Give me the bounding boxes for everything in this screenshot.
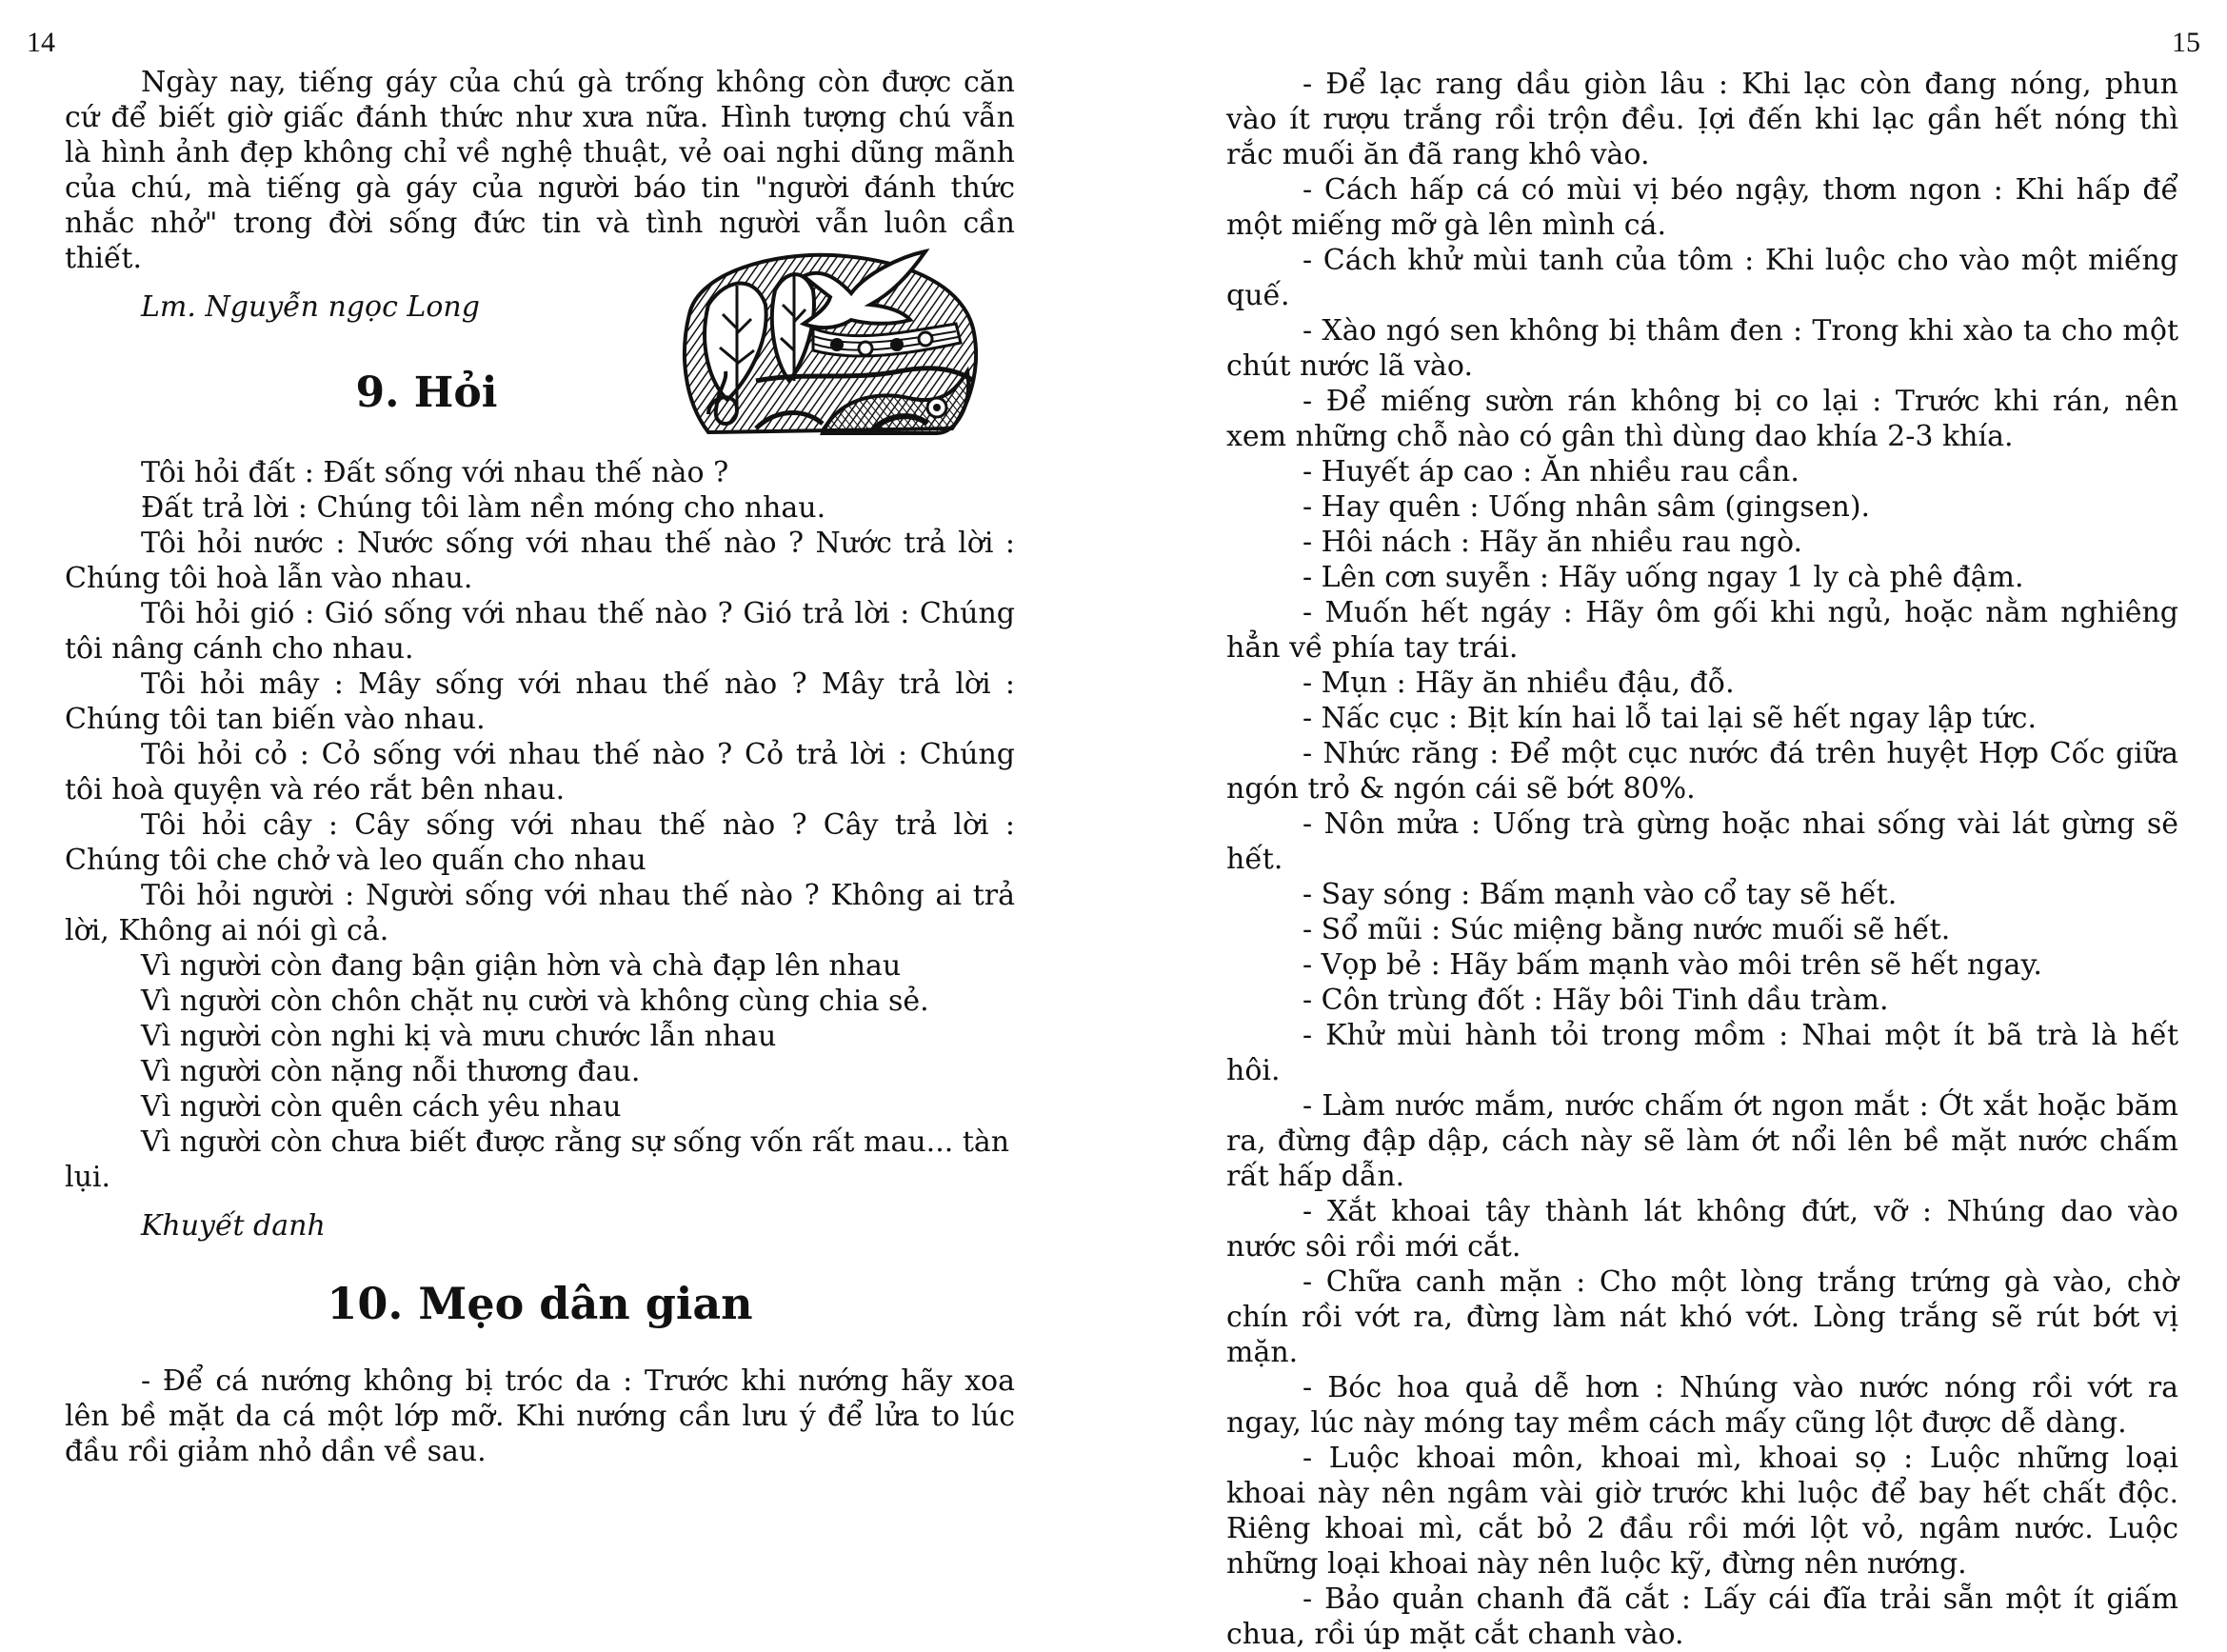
- poem-line: Vì người còn nghi kị và mưu chước lẫn nhau: [141, 1020, 777, 1053]
- tip-item: - Cách khử mùi tanh của tôm : Khi luộc cho vào một miếng quế.: [1226, 244, 2178, 312]
- page-number-left: 14: [27, 27, 55, 58]
- poem-line: Tôi hỏi người : Người sống với nhau thế nào ? Không ai trả lời, Không ai nói gì cả.: [65, 879, 1015, 947]
- section-9-body: [65, 455, 1015, 1244]
- poem-line: Tôi hỏi mây : Mây sống với nhau thế nào ? Mây trả lời : Chúng tôi tan biến vào nhau.: [65, 667, 1015, 736]
- tip-item: - Để miếng sườn rán không bị co lại : Trước khi rán, nên xem những chỗ nào có gân thì dùng dao khía 2-3 khía.: [1226, 385, 2178, 453]
- tip-item: - Nấc cục : Bịt kín hai lỗ tai lại sẽ hết ngay lập tức.: [1302, 702, 2038, 735]
- section-9-title: 9. Hỏi: [355, 368, 498, 417]
- tip-item: - Mụn : Hãy ăn nhiều đậu, đỗ.: [1302, 667, 1735, 700]
- tip-item: - Chữa canh mặn : Cho một lòng trắng trứng gà vào, chờ chín rồi vớt ra, đừng làm nát khó vớt. Lòng trắng sẽ rút bớt vị mặn.: [1226, 1265, 2178, 1369]
- tip-item: - Vọp bẻ : Hãy bấm mạnh vào môi trên sẽ hết ngay.: [1302, 948, 2042, 982]
- poem-line: Tôi hỏi nước : Nước sống với nhau thế nào ? Nước trả lời : Chúng tôi hoà lẫn vào nhau.: [65, 527, 1015, 595]
- poem-line: Tôi hỏi gió : Gió sống với nhau thế nào ? Gió trả lời : Chúng tôi nâng cánh cho nhau.: [65, 597, 1015, 666]
- tips-list: [1226, 67, 2178, 1652]
- tip-item: - Muốn hết ngáy : Hãy ôm gối khi ngủ, hoặc nằm nghiêng hẳn về phía tay trái.: [1226, 596, 2178, 665]
- tip-item: - Sổ mũi : Súc miệng bằng nước muối sẽ hết.: [1302, 913, 1951, 946]
- right-page: [1114, 0, 2227, 1651]
- poem-line: Vì người còn quên cách yêu nhau: [141, 1090, 622, 1124]
- poem-line: Tôi hỏi cỏ : Cỏ sống với nhau thế nào ? Cỏ trả lời : Chúng tôi hoà quyện và réo rắt bên nhau.: [65, 738, 1015, 806]
- tip-item: - Côn trùng đốt : Hãy bôi Tinh dầu tràm.: [1302, 984, 1889, 1017]
- tip-item: - Xắt khoai tây thành lát không đứt, vỡ : Nhúng dao vào nước sôi rồi mới cắt.: [1226, 1195, 2178, 1264]
- tip-item: - Hay quên : Uống nhân sâm (gingsen).: [1302, 490, 1871, 524]
- tip-item: - Nhức răng : Để một cục nước đá trên huyệt Hợp Cốc giữa ngón trỏ & ngón cái sẽ bớt 80%.: [1226, 737, 2178, 806]
- tip-item: - Nôn mửa : Uống trà gừng hoặc nhai sống vài lát gừng sẽ hết.: [1226, 807, 2178, 876]
- tip-item: - Say sóng : Bấm mạnh vào cổ tay sẽ hết.: [1302, 878, 1898, 911]
- tip-item: - Hôi nách : Hãy ăn nhiều rau ngò.: [1302, 526, 1803, 559]
- left-page: [0, 0, 1114, 1575]
- intro-paragraph: Ngày nay, tiếng gáy của chú gà trống không còn được căn cứ để biết giờ giấc đánh thức như xưa nữa. Hình tượng chú vẫn là hình ảnh đẹp không chỉ về nghệ thuật, vẻ oai nghi dũng mãnh của chú, mà tiếng gà gáy của người báo tin "người đánh thức nhắc nhở" trong đời sống đức tin và tình người vẫn luôn cần thiết.: [65, 66, 1015, 275]
- tip-item: - Cách hấp cá có mùi vị béo ngậy, thơm ngon : Khi hấp để một miếng mỡ gà lên mình cá.: [1226, 173, 2178, 242]
- section-10-title: 10. Mẹo dân gian: [327, 1278, 753, 1329]
- author-signature-2: Khuyết danh: [141, 1209, 326, 1243]
- author-signature-1: Lm. Nguyễn ngọc Long: [141, 290, 480, 324]
- tip-item: - Xào ngó sen không bị thâm đen : Trong khi xào ta cho một chút nước lã vào.: [1226, 314, 2178, 383]
- poem-line: Vì người còn đang bận giận hờn và chà đạp lên nhau: [141, 949, 902, 983]
- page-number-right: 15: [2172, 27, 2200, 58]
- tip-item: - Làm nước mắm, nước chấm ớt ngon mắt : Ớt xắt hoặc băm ra, đừng đập dập, cách này sẽ làm ớt nổi lên bề mặt nước chấm rất hấp dẫn.: [1226, 1089, 2178, 1193]
- tip-item: - Để lạc rang dầu giòn lâu : Khi lạc còn đang nóng, phun vào ít rượu trắng rồi trộn đều. Ịợi đến khi lạc gần hết nóng thì rắc muối ăn đã rang khô vào.: [1226, 68, 2178, 171]
- section-10-body-left: [65, 1363, 1015, 1469]
- tip-item: - Lên cơn suyễn : Hãy uống ngay 1 ly cà phê đậm.: [1302, 561, 2024, 594]
- tip-item: - Huyết áp cao : Ăn nhiều rau cần.: [1302, 455, 1799, 488]
- tip-item: - Để cá nướng không bị tróc da : Trước khi nướng hãy xoa lên bề mặt da cá một lớp mỡ. Khi nướng cần lưu ý để lửa to lúc đầu rồi giảm nhỏ dần về sau.: [65, 1364, 1015, 1468]
- tip-item: - Khử mùi hành tỏi trong mồm : Nhai một ít bã trà là hết hôi.: [1226, 1019, 2178, 1087]
- poem-line: Tôi hỏi đất : Đất sống với nhau thế nào ?: [141, 456, 729, 489]
- tip-item: - Bảo quản chanh đã cắt : Lấy cái đĩa trải sẵn một ít giấm chua, rồi úp mặt cắt chanh vào.: [1226, 1582, 2178, 1651]
- poem-line: Tôi hỏi cây : Cây sống với nhau thế nào ? Cây trả lời : Chúng tôi che chở và leo quấn cho nhau: [65, 808, 1015, 877]
- tip-item: - Bóc hoa quả dễ hơn : Nhúng vào nước nóng rồi vớt ra ngay, lúc này móng tay mềm cách mấy cũng lột được dễ dàng.: [1226, 1371, 2178, 1440]
- poem-line: Vì người còn chưa biết được rằng sự sống vốn rất mau... tàn lụi.: [65, 1125, 1010, 1194]
- poem-line: Đất trả lời : Chúng tôi làm nền móng cho nhau.: [141, 491, 826, 525]
- poem-line: Vì người còn nặng nỗi thương đau.: [141, 1055, 641, 1088]
- tip-item: - Luộc khoai môn, khoai mì, khoai sọ : Luộc những loại khoai này nên ngâm vài giờ trước khi luộc để bay hết chất độc. Riêng khoai mì, cắt bỏ 2 đầu rồi mới lột vỏ, ngâm nước. Luộc những loại khoai này nên luộc kỹ, đừng nên nướng.: [1226, 1442, 2178, 1581]
- poem-line: Vì người còn chôn chặt nụ cười và không cùng chia sẻ.: [141, 985, 929, 1018]
